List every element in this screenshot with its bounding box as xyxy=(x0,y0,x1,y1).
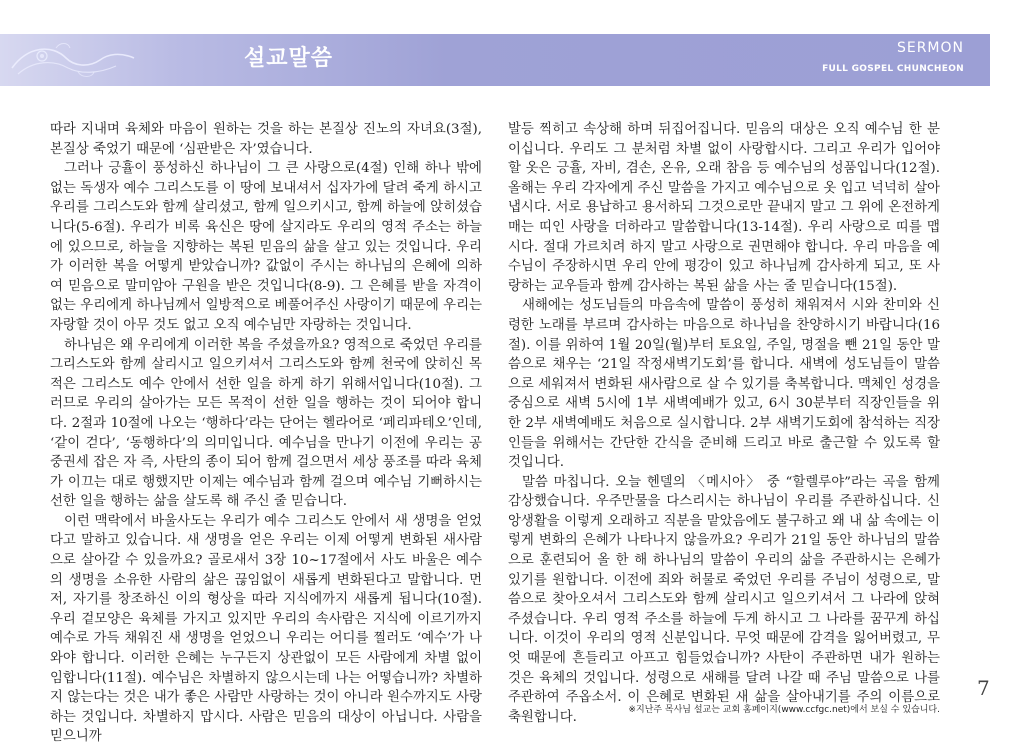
paragraph: 그러나 긍휼이 풍성하신 하나님이 그 큰 사랑으로(4절) 인해 하나 밖에 없는 독생자 예수 그리스도를 이 땅에 보내셔서 십자가에 달려 죽게 하시고 우리를 그리스도와 함께 살리셨고, 함께 일으키시고, 함께 하늘에 앉히셨습니다(5-6절). 우리가 비록 육신은 땅에 살지라도 우리의 영적 주소는 하늘에 있으므로, 하늘을 지향하는 복된 믿음의 삶을 살고 있는 것입니다. 우리가 이러한 복을 어떻게 받았습니까? 값없이 주시는 하나님의 은혜에 의하여 믿음으로 말미암아 구원을 받은 것입니다(8-9). 그 은혜를 받을 자격이 없는 우리에게 하나님께서 일방적으로 베풀어주신 사랑이기 때문에 우리는 자랑할 것이 아무 것도 없고 오직 예수님만 자랑하는 것입니다. xyxy=(50,161,482,333)
left-column xyxy=(50,120,482,747)
paragraph: 이런 맥락에서 바울사도는 우리가 예수 그리스도 안에서 새 생명을 얻었다고 말하고 있습니다. 새 생명을 얻은 우리는 이제 어떻게 변화된 새사람으로 살아갈 수 있을까요? 골로새서 3장 10~17절에서 사도 바울은 예수의 생명을 소유한 사람의 삶은 끊임없이 새롭게 변화된다고 말합니다. 먼저, 자기를 창조하신 이의 형상을 따라 지식에까지 새롭게 됩니다(10절). 우리 겉모양은 육체를 가지고 있지만 우리의 속사람은 지식에 이르기까지 예수로 가득 채워진 새 생명을 얻었으니 우리는 어디를 찔러도 ‘예수’가 나와야 합니다. 이러한 은혜는 누구든지 상관없이 모든 사람에게 차별 없이 임합니다(11절). 예수님은 차별하지 않으시는데 나는 어떻습니까? 차별하지 않는다는 것은 내가 좋은 사람만 사랑하는 것이 아니라 원수까지도 사랑하는 것입니다. 차별하지 맙시다. 사람은 믿음의 대상이 아닙니다. 사람을 믿으니까 xyxy=(50,513,482,745)
paragraph: 새해에는 성도님들의 마음속에 말씀이 풍성히 채워져서 시와 찬미와 신령한 노래를 부르며 감사하는 마음으로 하나님을 찬양하시기 바랍니다(16절). 이를 위하여 1월 20일(월)부터 토요일, 주일, 명절을 뺀 21일 동안 말씀으로 채우는 ‘21일 작정새벽기도회’를 합니다. 새벽에 성도님들이 말씀으로 세워져서 변화된 새사람으로 살 수 있기를 축복합니다. 맥체인 성경을 중심으로 새벽 5시에 1부 새벽예배가 있고, 6시 30분부터 직장인들을 위한 2부 새벽예배도 처음으로 실시합니다. 2부 새벽기도회에 참석하는 직장인들을 위해서는 간단한 간식을 준비해 드리고 바로 출근할 수 있도록 할 것입니다. xyxy=(508,298,940,471)
sermon-label: SERMON xyxy=(896,40,964,56)
paragraph: 따라 지내며 육체와 마음이 원하는 것을 하는 본질상 진노의 자녀요(3절), 본질상 죽었기 때문에 ‘심판받은 자’였습니다. xyxy=(50,122,482,157)
page-number: 7 xyxy=(977,676,990,700)
church-name: FULL GOSPEL CHUNCHEON xyxy=(822,64,964,74)
section-title: 설교말씀 xyxy=(244,46,334,71)
paragraph: 발등 찍히고 속상해 하며 뒤집어집니다. 믿음의 대상은 오직 예수님 한 분이십니다. 우리도 그 분처럼 차별 없이 사랑합시다. 그리고 우리가 입어야 할 옷은 긍휼, 자비, 겸손, 온유, 오래 참음 등 예수님의 성품입니다(12절). 올해는 우리 각자에게 주신 말씀을 가지고 예수님으로 옷 입고 넉넉히 살아냅시다. 서로 용납하고 용서하되 그것으로만 끝내지 말고 그 위에 온전하게 매는 띠인 사랑을 더하라고 말씀합니다(13-14절). 우리 사랑으로 띠를 맵시다. 절대 가르치려 하지 말고 사랑으로 권면해야 합니다. 우리 마음을 예수님이 주장하시면 우리 안에 평강이 있고 하나님께 감사하게 되고, 또 사랑하는 교우들과 함께 감사하는 복된 삶을 사는 줄 믿습니다(15절). xyxy=(508,122,940,294)
paragraph: 말씀 마칩니다. 오늘 헨델의 〈메시아〉 중 “할렐루야”라는 곡을 함께 감상했습니다. 우주만물을 다스리시는 하나님이 우리를 주관하십니다. 신앙생활을 이렇게 오래하고 직분을 맡았음에도 불구하고 왜 내 삶 속에는 이렇게 변화의 은혜가 나타나지 않을까요? 우리가 21일 동안 하나님의 말씀으로 훈련되어 올 한 해 하나님의 말씀이 우리의 삶을 주관하시는 은혜가 있기를 원합니다. 이전에 죄와 허물로 죽었던 우리를 주님이 성령으로, 말씀으로 찾아오셔서 그리스도와 함께 살리시고 일으키셔서 그 나라에 앉혀주셨습니다. 우리 영적 주소를 하늘에 두게 하시고 그 나라를 꿈꾸게 하십니다. 이것이 우리의 영적 신분입니다. 무엇 때문에 감격을 잃어버렸고, 무엇 때문에 흔들리고 아프고 힘들었습니까? 사탄이 주관하면 내가 원하는 것은 육체의 것입니다. 성령으로 새해를 달려 나갈 때 주님 말씀으로 나를 주관하여 주옵소서. 이 은혜로 변화된 새 삶을 살아내기를 주의 이름으로 축원합니다. xyxy=(508,474,940,725)
swirl-ornament-icon xyxy=(8,38,138,82)
header-banner xyxy=(0,34,990,86)
footnote: ※지난주 목사님 설교는 교회 홈페이지(www.ccfgc.net)에서 보실 수 있습니다. xyxy=(628,705,940,715)
right-column xyxy=(508,120,940,727)
paragraph: 하나님은 왜 우리에게 이러한 복을 주셨을까요? 영적으로 죽었던 우리를 그리스도와 함께 살리시고 일으키셔서 그리스도와 함께 천국에 앉히신 목적은 그리스도 예수 안에서 선한 일을 하게 하기 위해서입니다(10절). 그러므로 우리의 살아가는 모든 목적이 선한 일을 행하는 것이 되어야 합니다. 2절과 10절에 나오는 ‘행하다’라는 단어는 헬라어로 ‘페리파테오’인데, ‘같이 걷다’, ‘동행하다’의 의미입니다. 예수님을 만나기 이전에 우리는 공중권세 잡은 자 즉, 사탄의 종이 되어 함께 걸으면서 세상 풍조를 따라 육체가 이끄는 대로 행했지만 이제는 예수님과 함께 걸으며 예수님 기뻐하시는 선한 일을 행하는 삶을 살도록 해 주신 줄 믿습니다. xyxy=(50,337,482,510)
